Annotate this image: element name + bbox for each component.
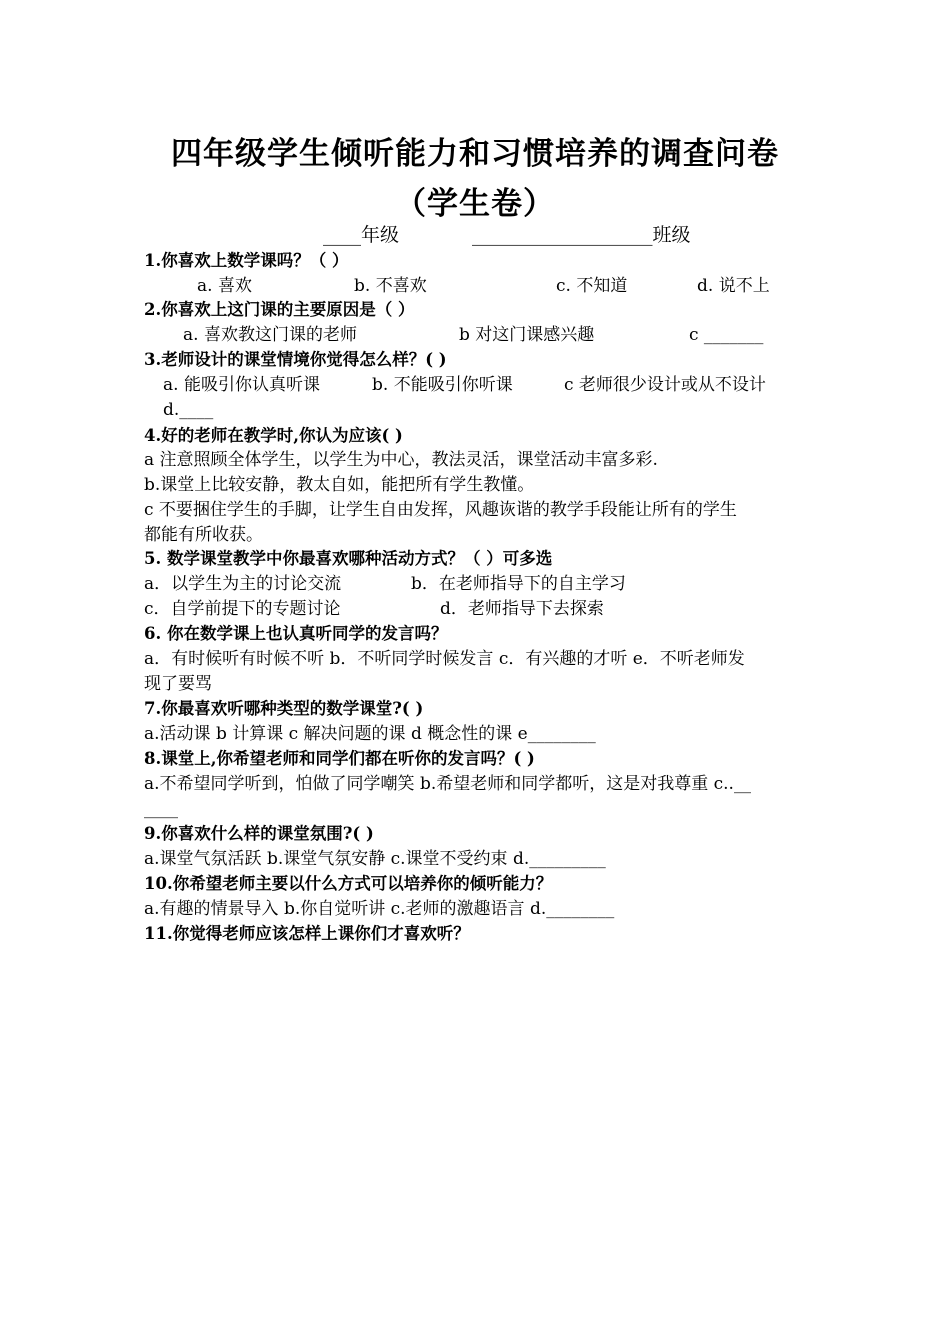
- q9-line-1: a.课堂气氛活跃 b.课堂气氛安静 c.课堂不受约束 d._________: [144, 849, 606, 869]
- question-2: 2.你喜欢上这门课的主要原因是（ ）: [144, 300, 415, 319]
- document-title: 四年级学生倾听能力和习惯培养的调查问卷: [171, 136, 779, 172]
- question-3: 3.老师设计的课堂情境你觉得怎么样？( ): [144, 350, 447, 369]
- question-8: 8.课堂上,你希望老师和同学们都在听你的发言吗？( ): [144, 749, 535, 768]
- grade-field: ____年级: [323, 224, 400, 246]
- q6-line-2: 现了要骂: [144, 674, 212, 694]
- q1-option-b: b. 不喜欢: [354, 276, 427, 296]
- q1-option-c: c. 不知道: [556, 276, 628, 296]
- q4-line-3: c 不要捆住学生的手脚，让学生自由发挥，风趣诙谐的教学手段能让所有的学生: [144, 500, 737, 520]
- q4-line-2: b.课堂上比较安静，教太自如，能把所有学生教懂。: [144, 475, 535, 495]
- question-6: 6. 你在数学课上也认真听同学的发言吗？: [144, 624, 448, 643]
- q5-option-b: b．在老师指导下的自主学习: [411, 574, 626, 594]
- question-10: 10.你希望老师主要以什么方式可以培养你的倾听能力？: [144, 874, 553, 893]
- q2-option-a: a. 喜欢教这门课的老师: [183, 325, 357, 345]
- q4-line-1: a 注意照顾全体学生，以学生为中心，教法灵活，课堂活动丰富多彩.: [144, 450, 658, 470]
- question-1: 1.你喜欢上数学课吗？（ ）: [144, 251, 349, 270]
- q10-line-1: a.有趣的情景导入 b.你自觉听讲 c.老师的激趣语言 d.________: [144, 899, 615, 919]
- question-4: 4.好的老师在教学时,你认为应该( ): [144, 426, 403, 445]
- q7-line-1: a.活动课 b 计算课 c 解决问题的课 d 概念性的课 e________: [144, 724, 596, 744]
- q1-option-a: a. 喜欢: [197, 276, 252, 296]
- q3-option-a: a. 能吸引你认真听课: [163, 375, 320, 395]
- q1-option-d: d. 说不上: [697, 276, 770, 296]
- q3-option-b: b. 不能吸引你听课: [372, 375, 513, 395]
- document-subtitle: （学生卷）: [395, 186, 555, 222]
- q2-option-c: c _______: [689, 325, 764, 345]
- q5-option-a: a．以学生为主的讨论交流: [144, 574, 342, 594]
- q2-option-b: b 对这门课感兴趣: [459, 325, 595, 345]
- class-field: ___________________班级: [472, 224, 691, 246]
- q5-option-d: d．老师指导下去探索: [440, 599, 604, 619]
- q5-option-c: c．自学前提下的专题讨论: [144, 599, 341, 619]
- q8-line-2: ____: [144, 799, 178, 819]
- question-5: 5. 数学课堂教学中你最喜欢哪种活动方式？（ ）可多选: [144, 549, 553, 568]
- q3-option-c: c 老师很少设计或从不设计: [564, 375, 766, 395]
- q8-line-1: a.不希望同学听到，怕做了同学嘲笑 b.希望老师和同学都听，这是对我尊重 c..__: [144, 774, 751, 794]
- question-7: 7.你最喜欢听哪种类型的数学课堂?( ): [144, 699, 424, 718]
- q6-line-1: a．有时候听有时候不听 b．不听同学时候发言 c．有兴趣的才听 e．不听老师发: [144, 649, 745, 669]
- q4-line-4: 都能有所收获。: [144, 525, 263, 545]
- q3-option-d: d.____: [163, 400, 214, 420]
- question-11: 11.你觉得老师应该怎样上课你们才喜欢听？: [144, 924, 470, 943]
- question-9: 9.你喜欢什么样的课堂氛围?( ): [144, 824, 374, 843]
